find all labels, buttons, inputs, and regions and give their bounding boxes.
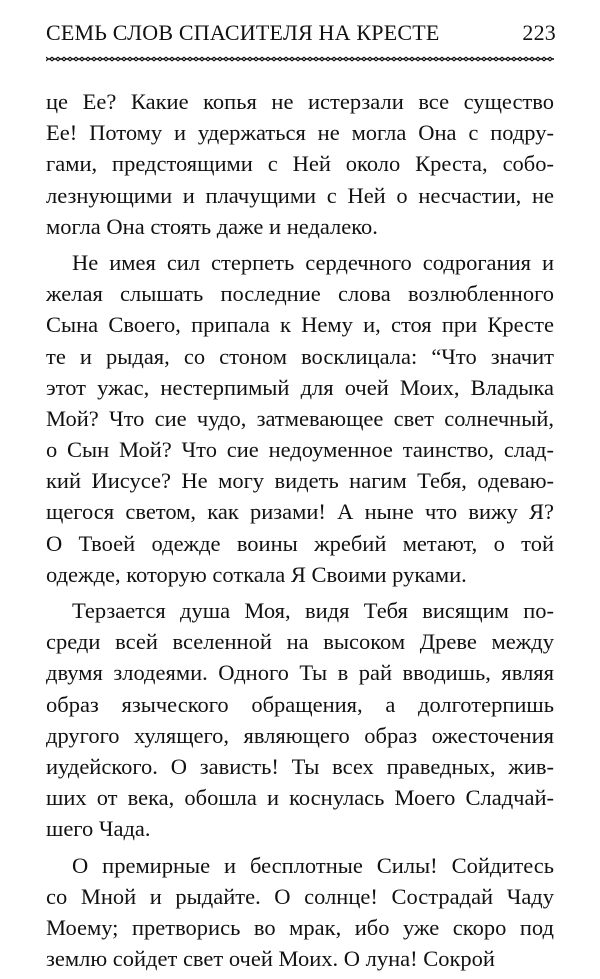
paragraph (46, 86, 554, 242)
running-title: СЕМЬ СЛОВ СПАСИТЕЛЯ НА КРЕСТЕ (46, 20, 440, 45)
paragraph (46, 595, 554, 845)
text-line: о Сын Мой? Что сие недоуменное таинство, слад- (46, 437, 554, 463)
text-line: Сына Своего, припала к Нему и, стоя при Кресте (46, 312, 554, 338)
page-number: 223 (522, 20, 556, 45)
text-line: одежде, которую соткала Я Своими руками. (46, 561, 467, 587)
text-line: О премирные и бесплотные Силы! Сойдитесь (72, 852, 554, 878)
text-line: землю сойдет свет очей Моих. О луна! Сокрой (46, 946, 495, 972)
page-header (46, 20, 556, 50)
text-line: Мой? Что сие чудо, затмевающее свет солнечный, (46, 405, 554, 431)
main-text (46, 86, 554, 979)
text-line: этот ужас, нестерпимый для очей Моих, Владыка (46, 374, 554, 400)
text-line: кий Иисусе? Не могу видеть нагим Тебя, одеваю- (46, 468, 554, 494)
text-line: иудейского. О зависть! Ты всех праведных, жив- (46, 753, 554, 779)
text-line: це Ее? Какие копья не истерзали все существо (46, 89, 554, 114)
text-line: Ее! Потому и удержаться не могла Она с подру- (46, 120, 554, 146)
text-line: могла Она стоять даже и недалеко. (46, 213, 378, 239)
text-line: О Твоей одежде воины жребий метают, о той (46, 530, 554, 556)
text-line: гами, предстоящими с Ней около Креста, собо- (46, 151, 554, 177)
text-line: среди всей вселенной на высоком Древе между (46, 629, 554, 655)
header-ornamental-rule (46, 56, 554, 62)
ornamental-rule-graphic (46, 56, 554, 62)
text-line: шего Чада. (46, 816, 151, 842)
text-line: те и рыдая, со стоном восклицала: “Что значит (46, 343, 554, 369)
text-line: Моему; претворись во мрак, ибо уже скоро под (46, 914, 554, 940)
text-line: другого хулящего, являющего образ ожесточения (46, 722, 554, 748)
paragraph (46, 247, 554, 590)
text-line: щегося светом, как ризами! А ныне что вижу Я? (46, 499, 554, 525)
text-line: желая слышать последние слова возлюбленного (46, 281, 554, 307)
text-line: со Мной и рыдайте. О солнце! Сострадай Чаду (46, 883, 554, 909)
text-line: Терзается душа Моя, видя Тебя висящим по- (72, 598, 554, 623)
text-line: Не имея сил стерпеть сердечного содрогания и (72, 249, 554, 275)
text-line: двумя злодеями. Одного Ты в рай вводишь, являя (46, 660, 554, 686)
text-line: образ языческого обращения, а долготерпишь (46, 691, 554, 717)
text-line: лезнующими и плачущими с Ней о несчастии, не (46, 182, 554, 208)
text-line: ших от века, обошла и коснулась Моего Сладчай- (46, 785, 554, 811)
paragraph (46, 850, 554, 975)
